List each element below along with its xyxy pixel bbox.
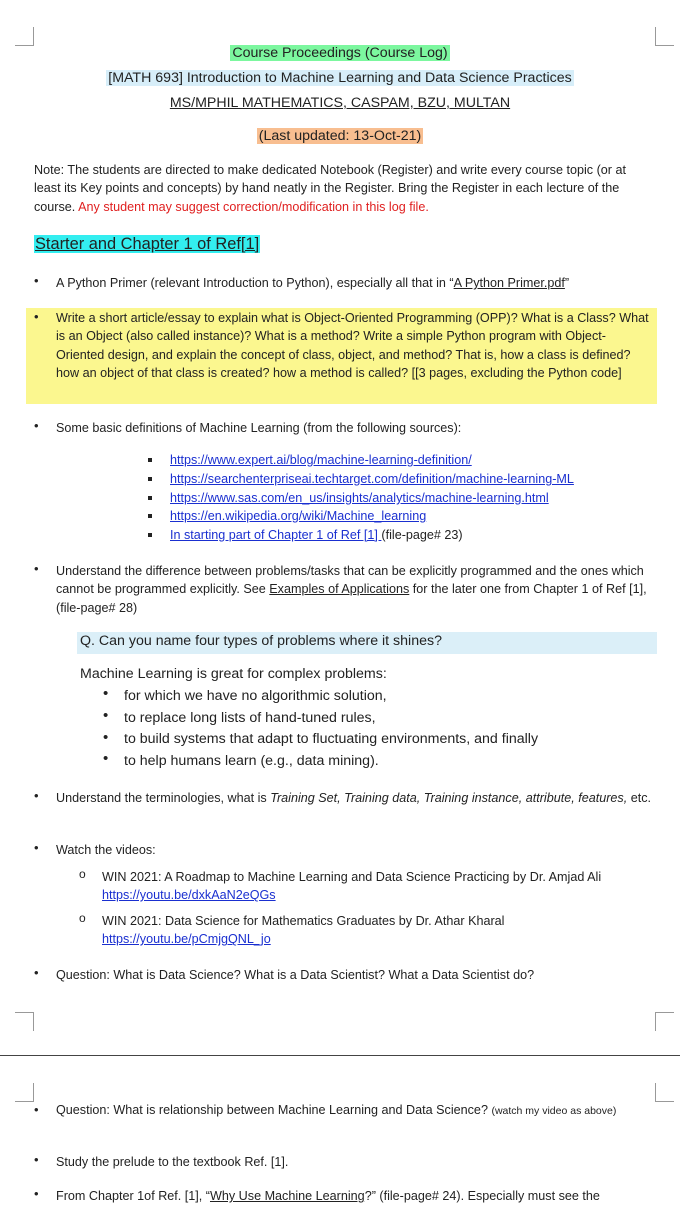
corner-mark	[15, 1012, 34, 1031]
ml-great-text: Machine Learning is great for complex problems:	[80, 666, 387, 682]
document-page-2	[0, 1056, 680, 1209]
square-bullet-icon	[148, 514, 152, 518]
corner-mark	[655, 1012, 674, 1031]
course-log-title: Course Proceedings (Course Log)	[232, 45, 448, 61]
video-1-title: WIN 2021: A Roadmap to Machine Learning and Data Science Practicing by Dr. Amjad Ali	[102, 870, 602, 884]
bullet-icon: •	[103, 729, 109, 746]
explicit-programming-item	[56, 562, 656, 617]
ml-ds-relationship	[56, 1102, 656, 1120]
bullet-icon: •	[34, 788, 39, 803]
bullet-icon: •	[34, 840, 39, 855]
square-bullet-icon	[148, 533, 152, 537]
python-primer-link[interactable]: A Python Primer.pdf	[453, 276, 565, 290]
square-bullet-icon	[148, 477, 152, 481]
shines-item-3: to build systems that adapt to fluctuating environments, and finally	[124, 731, 539, 747]
terms-end: etc.	[627, 791, 652, 805]
source-link-4[interactable]: https://en.wikipedia.org/wiki/Machine_learning	[170, 509, 427, 523]
relationship-small: (watch my video as above)	[491, 1105, 617, 1117]
source-item-5	[170, 526, 463, 544]
shines-item-4: to help humans learn (e.g., data mining).	[124, 753, 379, 769]
oop-assignment: Write a short article/essay to explain what is Object-Oriented Programming (OPP)? What is a Class? What is an Object (also called instance)? What is a method? Write a simple Python program with Object-Oriented design, and explain the concept of class, object, and method? That is, how a class is defined? how an object of that class is created? how a method is called? [[3 pages, excluding the Python code]	[56, 311, 649, 381]
terminologies-item	[56, 789, 656, 807]
bullet-icon: •	[34, 1186, 39, 1201]
bullet-icon: •	[103, 685, 109, 702]
course-name: [MATH 693] Introduction to Machine Learning and Data Science Practices	[108, 70, 572, 86]
relationship-text: Question: What is relationship between Machine Learning and Data Science?	[56, 1103, 488, 1117]
bullet-icon: •	[34, 561, 39, 576]
terms-text: Understand the terminologies, what is	[56, 791, 271, 805]
bullet-icon: •	[34, 1102, 39, 1117]
why-text: From Chapter 1of Ref. [1], “	[56, 1189, 210, 1203]
source-link-3[interactable]: https://www.sas.com/en_us/insights/analytics/machine-learning.html	[170, 491, 549, 505]
source-link-1[interactable]: https://www.expert.ai/blog/machine-learning-definition/	[170, 453, 472, 467]
bullet-icon: •	[103, 707, 109, 724]
video-1	[102, 868, 656, 905]
shines-item-1: for which we have no algorithmic solution,	[124, 688, 387, 704]
bullet-icon: •	[34, 965, 39, 980]
corner-mark	[15, 1083, 34, 1102]
study-prelude: Study the prelude to the textbook Ref. [1].	[56, 1155, 289, 1169]
shines-item-2: to replace long lists of hand-tuned rules,	[124, 710, 376, 726]
why-use-ml-item	[56, 1187, 656, 1205]
python-primer-close-quote: ”	[564, 276, 570, 290]
circle-bullet-icon: o	[79, 867, 86, 881]
header-course-wrap	[0, 70, 680, 86]
source-5-page: (file-page# 23)	[381, 528, 463, 542]
why-text-end: ?” (file-page# 24). Especially must see the	[364, 1189, 600, 1203]
question-text: Q. Can you name four types of problems where it shines?	[80, 633, 442, 649]
why-use-ml-link[interactable]: Why Use Machine Learning	[209, 1189, 365, 1203]
python-primer-item	[56, 274, 656, 292]
program-name: MS/MPHIL MATHEMATICS, CASPAM, BZU, MULTAN	[169, 95, 511, 111]
watch-videos-item: Watch the videos:	[56, 843, 156, 857]
last-updated: (Last updated: 13-Oct-21)	[258, 128, 422, 144]
note-text: Note: The students are directed to make dedicated Notebook (Register) and write every course topic (or at least its Key points and concepts) by hand neatly in the Register. Bring the Register in each lecture of the course.	[34, 163, 626, 214]
video-2	[102, 912, 656, 949]
bullet-icon: •	[34, 309, 39, 324]
square-bullet-icon	[148, 496, 152, 500]
note-paragraph	[34, 161, 656, 216]
section-heading: Starter and Chapter 1 of Ref[1]	[35, 235, 260, 253]
bullet-icon: •	[34, 418, 39, 433]
explicit-text: Understand the difference between problems/tasks that can be explicitly programmed and the ones which cannot be programmed explicitly. See	[56, 564, 644, 597]
explicit-text-end: for the later one from Chapter 1 of Ref [1], (file-page# 28)	[56, 582, 647, 615]
ml-definitions-item: Some basic definitions of Machine Learning (from the following sources):	[56, 421, 462, 435]
header-title-wrap	[0, 45, 680, 61]
data-science-question: Question: What is Data Science? What is a Data Scientist? What a Data Scientist do?	[56, 968, 535, 982]
corner-mark	[15, 27, 34, 46]
section-heading-wrap	[34, 235, 260, 254]
bullet-icon: •	[34, 273, 39, 288]
source-link-2[interactable]: https://searchenterpriseai.techtarget.com/definition/machine-learning-ML	[170, 472, 574, 486]
corner-mark	[655, 1083, 674, 1102]
video-2-link[interactable]: https://youtu.be/pCmjgQNL_jo	[102, 932, 271, 947]
python-primer-text: A Python Primer (relevant Introduction to Python), especially all that in “	[56, 276, 454, 290]
note-red-text: Any student may suggest correction/modification in this log file.	[78, 199, 429, 214]
bullet-icon: •	[103, 750, 109, 767]
header-updated-wrap	[0, 128, 680, 144]
video-1-link[interactable]: https://youtu.be/dxkAaN2eQGs	[102, 888, 276, 903]
corner-mark	[655, 27, 674, 46]
video-2-title: WIN 2021: Data Science for Mathematics Graduates by Dr. Athar Kharal	[102, 914, 505, 928]
square-bullet-icon	[148, 458, 152, 462]
bullet-icon: •	[34, 1152, 39, 1167]
terms-italic: Training Set, Training data, Training instance, attribute, features,	[270, 791, 628, 805]
examples-of-applications-link[interactable]: Examples of Applications	[269, 582, 410, 597]
source-link-5[interactable]: In starting part of Chapter 1 of Ref [1]	[170, 528, 382, 542]
circle-bullet-icon: o	[79, 911, 86, 925]
